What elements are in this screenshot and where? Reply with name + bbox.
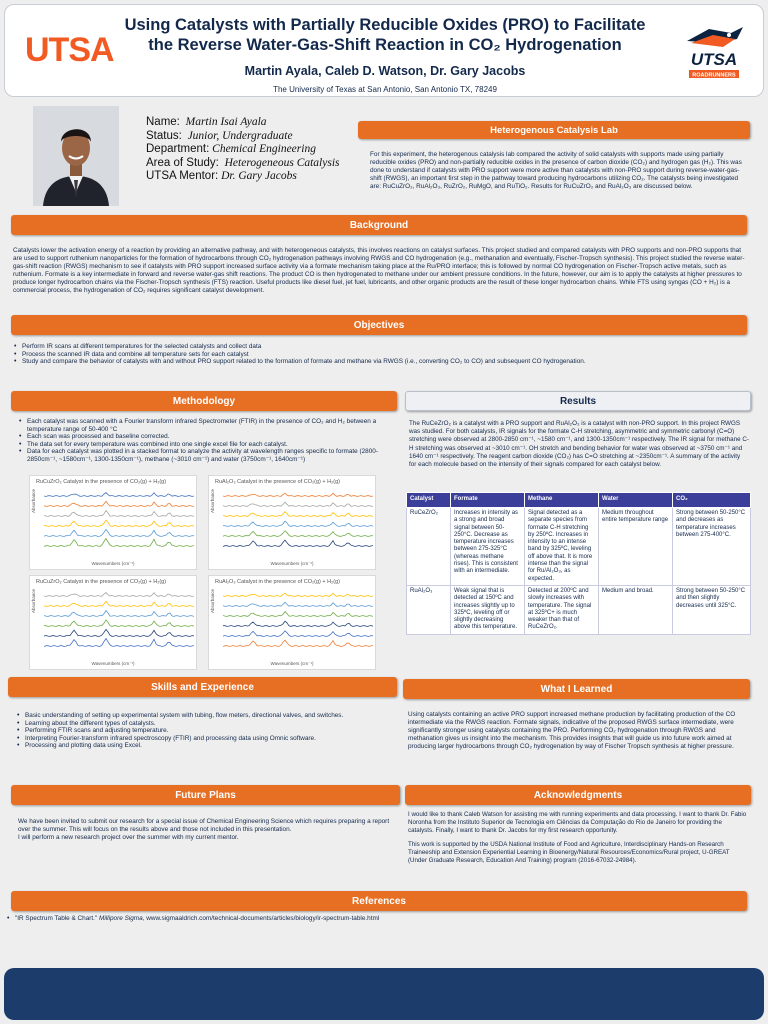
spectrum-trace: [223, 540, 373, 546]
ack-text: [408, 811, 748, 865]
affiliation: The University of Texas at San Antonio, San Antonio TX, 78249: [273, 85, 497, 94]
chart-title: RuAl₂O₃ Catalyst in the presence of CO₂(g) + H₂(g): [215, 479, 340, 485]
spectrum-trace: [223, 531, 373, 537]
table-cell: Strong between 50-250°C and then slightly decreases until 325°C.: [673, 585, 751, 634]
references-list: [6, 915, 746, 923]
name-label: Name:: [146, 116, 180, 128]
bio-name-row: [146, 116, 356, 130]
learned-heading: What I Learned: [403, 679, 750, 699]
spectrum-trace: [223, 521, 373, 526]
objectives-list: [13, 343, 745, 366]
roadrunner-logo: [679, 23, 749, 83]
spectrum-trace: [223, 631, 373, 637]
spectrum-trace: [44, 601, 194, 606]
skills-item: • Processing and plotting data using Excel.: [16, 742, 392, 750]
skills-item: • Learning about the different types of catalysts.: [16, 720, 392, 728]
het-lab-text: For this experiment, the heterogenous catalysis lab compared the activity of solid catalysts with supports made using partially reducible oxides (PRO) and non-partially reducible oxides in the presence of carbon dioxide (CO₂) and hydrogen gas (H₂). This was done to understand if catalysts with PRO support were more active than catalysts with non-PRO support during reverse-water-gas-shift (RWGS), an important first step in the pathway toward producing hydrocarbons utilizing CO₂. The catalysts being investigated are: RuCuZrO₂, RuAl₂O₃, RuZrO₂, RuMgO, and RuTiO₂. Results for RuCuZrO₂ and RuAl₂O₃ are discussed below.: [370, 151, 742, 190]
skills-item: • Interpreting Fourier-transform infrared spectroscopy (FTIR) and processing data using Omnic software.: [16, 735, 392, 743]
spectrum-trace: [223, 493, 373, 496]
methodology-item: • Data for each catalyst was plotted in a stacked format to analyze the activity at wavelength ranges specific to formate (2800-2850cm⁻¹, ~1580cm⁻¹, 1300-1350cm⁻¹), methane (~3010 cm⁻¹) and water (3750cm⁻¹, 1640cm⁻¹): [18, 448, 392, 463]
reference-title: "IR Spectrum Table & Chart.": [15, 915, 98, 922]
background-heading: Background: [11, 215, 747, 235]
spectrum-trace: [223, 512, 373, 517]
table-row: [407, 508, 751, 586]
spectrum-trace: [223, 593, 373, 596]
chart-ylabel: Absorbance: [210, 589, 215, 614]
chart-ylabel: Absorbance: [31, 489, 36, 514]
chart-ylabel: Absorbance: [210, 489, 215, 514]
chart-ylabel: Absorbance: [31, 589, 36, 614]
future-heading: Future Plans: [11, 785, 400, 805]
chart-xlabel: Wavenumbers (cm⁻¹): [270, 661, 314, 666]
skills-heading: Skills and Experience: [8, 677, 397, 697]
table-header-row: [407, 493, 751, 508]
reference-item: [6, 915, 746, 923]
authors: Martin Ayala, Caleb D. Watson, Dr. Gary Jacobs: [244, 64, 526, 78]
spectrum-trace: [44, 639, 194, 647]
spectrum-trace: [44, 593, 194, 597]
status-label: Status:: [146, 129, 182, 142]
column-header: Catalyst: [407, 493, 451, 508]
methodology-item: • The data set for every temperature was combined into one single excel file for each catalyst.: [18, 441, 392, 449]
utsa-logo: UTSA: [25, 31, 114, 69]
poster-footer: [4, 968, 764, 1020]
het-lab-heading: Heterogenous Catalysis Lab: [358, 121, 750, 139]
results-table: [406, 492, 751, 635]
methodology-list: [18, 418, 392, 464]
ftir-chart-1: [29, 475, 197, 570]
chart-xlabel: Wavenumbers (cm⁻¹): [91, 561, 135, 566]
mentor-value: Dr. Gary Jacobs: [221, 170, 297, 182]
methodology-item: • Each scan was processed and baseline corrected.: [18, 433, 392, 441]
spectrum-trace: [223, 621, 373, 626]
spectrum-trace: [44, 620, 194, 627]
bio-dept-row: [146, 143, 356, 157]
column-header: CO₂: [673, 493, 751, 508]
chart-xlabel: Wavenumbers (cm⁻¹): [91, 661, 135, 666]
bio-mentor-row: [146, 170, 356, 184]
chart-title: RuCuZrO₂ Catalyst in the presence of CO₂(g) + H₂(g): [36, 579, 167, 585]
student-bio: [146, 116, 356, 184]
ack-paragraph: This work is supported by the USDA National Institute of Food and Agriculture, Interdisciplinary Hands-on Research Traineeship and Extension Experiential Learning in Bioenergy/Natural Resources/Economics/Rural project, U-GREAT (Under Graduate Research, Education And Training) program (2016-67032-24984).: [408, 841, 730, 864]
table-cell: Medium throughout entire temperature range: [599, 508, 673, 586]
results-heading: Results: [405, 391, 751, 411]
bio-status-row: [146, 130, 356, 144]
future-paragraph: We have been invited to submit our research for a special issue of Chemical Engineering Science which requires preparing a report over the summer. This will focus on the results above and those not included in this presentation.: [18, 818, 390, 833]
table-cell: Detected at 200ºC and slowly increases with temperature. The signal at 325ºC+ is much weaker than that of RuCeZrO₂.: [525, 585, 599, 634]
spectrum-trace: [44, 539, 194, 547]
learned-text: Using catalysts containing an active PRO support increased methane production by facilitating production of the CO intermediate via the RWGS reaction. Formate signals, indicative of the proposed RWGS surface intermediate, were significantly stronger using catalysts containing the PRO. Performing CO₂ hydrogenation through RWGS and methanation gives us insight into the mechanism. This provides insights that will guide us into future work aimed at producing larger hydrocarbons through CO₂ hydrogenation by way of Fischer Tropsch synthesis at higher pressure.: [408, 711, 736, 750]
student-photo: [33, 106, 119, 206]
table-cell: Signal detected as a separate species from formate C-H stretching by 250ºC. Increases in intensity to an intense band by 325ºC, leveling off above that. It is more intense than the signal for Ru/Al₂O₃, as expected.: [525, 508, 599, 586]
chart-title: RuAl₂O₃ Catalyst in the presence of CO₂(g) + H₂(g): [215, 579, 340, 585]
table-cell: Medium and broad.: [599, 585, 673, 634]
name-value: Martin Isai Ayala: [185, 116, 267, 128]
ftir-chart-4: [208, 575, 376, 670]
spectrum-trace: [44, 611, 194, 617]
objective-item: • Perform IR scans at different temperatures for the selected catalysts and collect data: [13, 343, 745, 351]
spectrum-trace: [223, 502, 373, 506]
spectrum-trace: [44, 511, 194, 517]
dept-value: Chemical Engineering: [212, 143, 316, 155]
reference-url[interactable]: , www.sigmaaldrich.com/technical-documents/articles/biology/ir-spectrum-table.html: [142, 915, 380, 922]
spectrum-trace: [223, 602, 373, 606]
table-cell: Weak signal that is detected at 150ºC and increases slightly up to 325ºC, leveling off or slightly decreasing above this temperature.: [451, 585, 525, 634]
bio-area-row: [146, 157, 356, 171]
spectrum-trace: [44, 529, 194, 536]
reference-source: Millipore Sigma: [99, 915, 143, 922]
methodology-item: • Each catalyst was scanned with a Fourier transform infrared Spectrometer (FTIR) in the presence of CO₂ and H₂ between a temperature range of 50-400 °C: [18, 418, 392, 433]
mentor-label: UTSA Mentor:: [146, 170, 219, 182]
column-header: Water: [599, 493, 673, 508]
mascot-subtext: ROADRUNNERS: [692, 72, 736, 79]
skills-item: • Performing FTIR scans and adjusting temperature.: [16, 727, 392, 735]
background-text: Catalysts lower the activation energy of a reaction by providing an alternative pathway, and with heterogeneous catalysts, this involves reactions on catalyst surfaces. This project studied and compared catalysts with PRO supports and non-PRO supports that are used to support ruthenium nanoparticles for the formation of hydrocarbons through CO₂ hydrogenation pathways involving RWGS and CO hydrogenation (e.g., methanation and eventually, Fischer-Tropsch synthesis). This project studied the reverse water-gas-shift reaction (RWGS) mechanism to see if catalysts with PRO support increased surface activity via a formate mechanism taking place at the Ru/PRO interface; this is followed by normal CO hydrogenation on Fischer-Tropsch active metals, such as ruthenium. Formate is a key intermediate in forward and reverse water-gas shift reactions. The product CO is then hydrogenated to methane under our ambient pressure conditions. In the future, however, our aim is to apply the catalysts at higher pressures to produce longer hydrocarbon chains via the Fischer-Tropsch synthesis (FTS) reaction. Useful products like diesel fuel, jet fuel, lubricants, and other organic products are the result of these longer hydrocarbon chains. While FTS using syngas (CO + H₂) is a commercial process, the hydrogenation of CO₂ requires significant catalyst development.: [13, 247, 745, 294]
ftir-chart-2: [208, 475, 376, 570]
skills-item: • Basic understanding of setting up experimental system with tubing, flow meters, directional valves, and switches.: [16, 712, 392, 720]
objective-item: • Study and compare the behavior of catalysts with and without PRO support related to the formation of formate and methane via RWGS (i.e., converting CO₂ to CO) and subsequent CO hydrogenation.: [13, 358, 745, 366]
objective-item: • Process the scanned IR data and combine all temperature sets for each catalyst: [13, 351, 745, 359]
poster-title: [115, 15, 655, 55]
references-heading: References: [11, 891, 747, 911]
area-value: Heterogeneous Catalysis: [224, 156, 340, 169]
spectrum-trace: [44, 493, 194, 497]
dept-label: Department:: [146, 143, 210, 155]
skills-list: [16, 712, 392, 750]
column-header: Formate: [451, 493, 525, 508]
title-line-1: Using Catalysts with Partially Reducible Oxides (PRO) to Facilitate: [124, 16, 646, 34]
table-cell: RuCeZrO₂: [407, 508, 451, 586]
methodology-heading: Methodology: [11, 391, 397, 411]
ftir-chart-3: [29, 575, 197, 670]
column-header: Methane: [525, 493, 599, 508]
table-row: [407, 585, 751, 634]
spectrum-trace: [223, 612, 373, 617]
status-value: Junior, Undergraduate: [187, 129, 293, 142]
ftir-spectra: [44, 488, 194, 560]
ftir-spectra: [223, 488, 373, 560]
table-cell: Increases in intensity as a strong and broad signal between 50-250°C. Decrease as temperature increases between 275-325°C (whereas methane rises). This is consistent with an intermediate.: [451, 508, 525, 586]
spectrum-trace: [223, 640, 373, 646]
mascot-text: UTSA: [690, 50, 738, 69]
future-paragraph: I will perform a new research project over the summer with my current mentor.: [18, 834, 239, 841]
ack-heading: Acknowledgments: [405, 785, 751, 805]
ack-paragraph: I would like to thank Caleb Watson for assisting me with running experiments and data processing. I want to thank Dr. Fabio Noronha from the Instituto Superior de Tecnologia em Ciências da Computação do Rio de Janeiro for providing the catalysts. Finally, I want to thank Dr. Jacobs for my first research opportunity.: [408, 811, 747, 834]
spectrum-trace: [44, 501, 194, 506]
results-text: The RuCeZrO₂ is a catalyst with a PRO support and RuAl₂O₃ is a catalyst with non-PRO support. In this project RWGS was studied. For both catalysts, IR signals for the formate C-H stretching, asymmetric and symmetric carbonyl (C=O) stretching were observed at 2800-2850 cm⁻¹, ~1580 cm⁻¹, and 1300-1350cm⁻¹ respectively. The IR signal for methane C-H stretching was observed at ~3010 cm⁻¹. OH stretch and bending behavior for water was observed at ~3750 cm⁻¹ and 1640 cm⁻¹ respectively. The reagent carbon dioxide (CO₂) has C=O stretching at ~2350cm⁻¹. A summary of the activity for each molecule based on the intensity of their signals compared for each catalyst below.: [409, 420, 749, 469]
spectrum-trace: [44, 629, 194, 636]
table-cell: RuAl₂O₃: [407, 585, 451, 634]
poster-header: [4, 4, 764, 97]
objectives-heading: Objectives: [11, 315, 747, 335]
spectrum-trace: [44, 520, 194, 527]
ftir-spectra: [223, 588, 373, 660]
future-text: [18, 818, 390, 842]
title-line-2: the Reverse Water-Gas-Shift Reaction in CO₂ Hydrogenation: [148, 36, 622, 54]
table-cell: Strong between 50-250°C and decreases as temperature increases between 275-400°C.: [673, 508, 751, 586]
ack-spacer: [408, 834, 748, 841]
chart-xlabel: Wavenumbers (cm⁻¹): [270, 561, 314, 566]
chart-title: RuCuZrO₂ Catalyst in the presence of CO₂(g) + H₂(g): [36, 479, 167, 485]
area-label: Area of Study:: [146, 156, 219, 169]
ftir-spectra: [44, 588, 194, 660]
